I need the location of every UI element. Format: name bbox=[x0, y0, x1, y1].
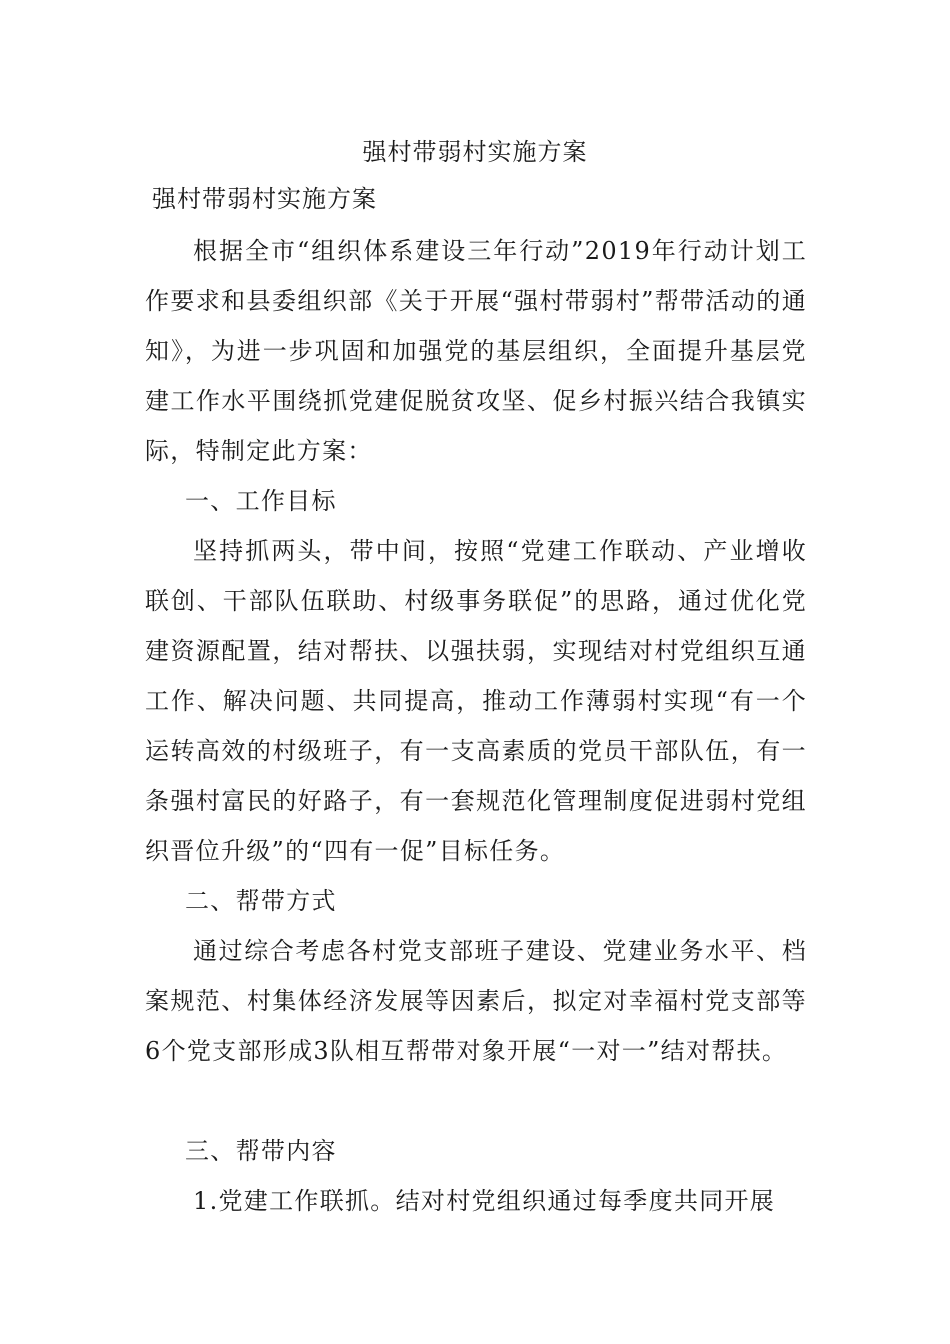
section-3-heading: 三、帮带内容 bbox=[185, 1137, 337, 1165]
section-2-paragraph: 通过综合考虑各村党支部班子建设、党建业务水平、档案规范、村集体经济发展等因素后，拟定对幸福村党支部等6个党支部形成3队相互帮带对象开展“一对一”结对帮扶。 bbox=[145, 937, 807, 1065]
intro-paragraph: 根据全市“组织体系建设三年行动”2019年行动计划工作要求和县委组织部《关于开展“强村带弱村”帮带活动的通知》，为进一步巩固和加强党的基层组织，全面提升基层党建工作水平围绕抓党建促脱贫攻坚、促乡村振兴结合我镇实际，特制定此方案： bbox=[145, 237, 807, 465]
document-subtitle: 强村带弱村实施方案 bbox=[152, 185, 377, 213]
section-1-heading: 一、工作目标 bbox=[185, 487, 337, 515]
section-2-heading: 二、帮带方式 bbox=[185, 887, 337, 915]
document-title: 强村带弱村实施方案 bbox=[362, 138, 588, 166]
section-1-paragraph: 坚持抓两头，带中间，按照“党建工作联动、产业增收联创、干部队伍联助、村级事务联促”的思路，通过优化党建资源配置，结对帮扶、以强扶弱，实现结对村党组织互通工作、解决问题、共同提高，推动工作薄弱村实现“有一个运转高效的村级班子，有一支高素质的党员干部队伍，有一条强村富民的好路子，有一套规范化管理制度促进弱村党组织晋位升级”的“四有一促”目标任务。 bbox=[145, 537, 807, 865]
section-3-item-1: 1.党建工作联抓。结对村党组织通过每季度共同开展 bbox=[193, 1187, 776, 1215]
